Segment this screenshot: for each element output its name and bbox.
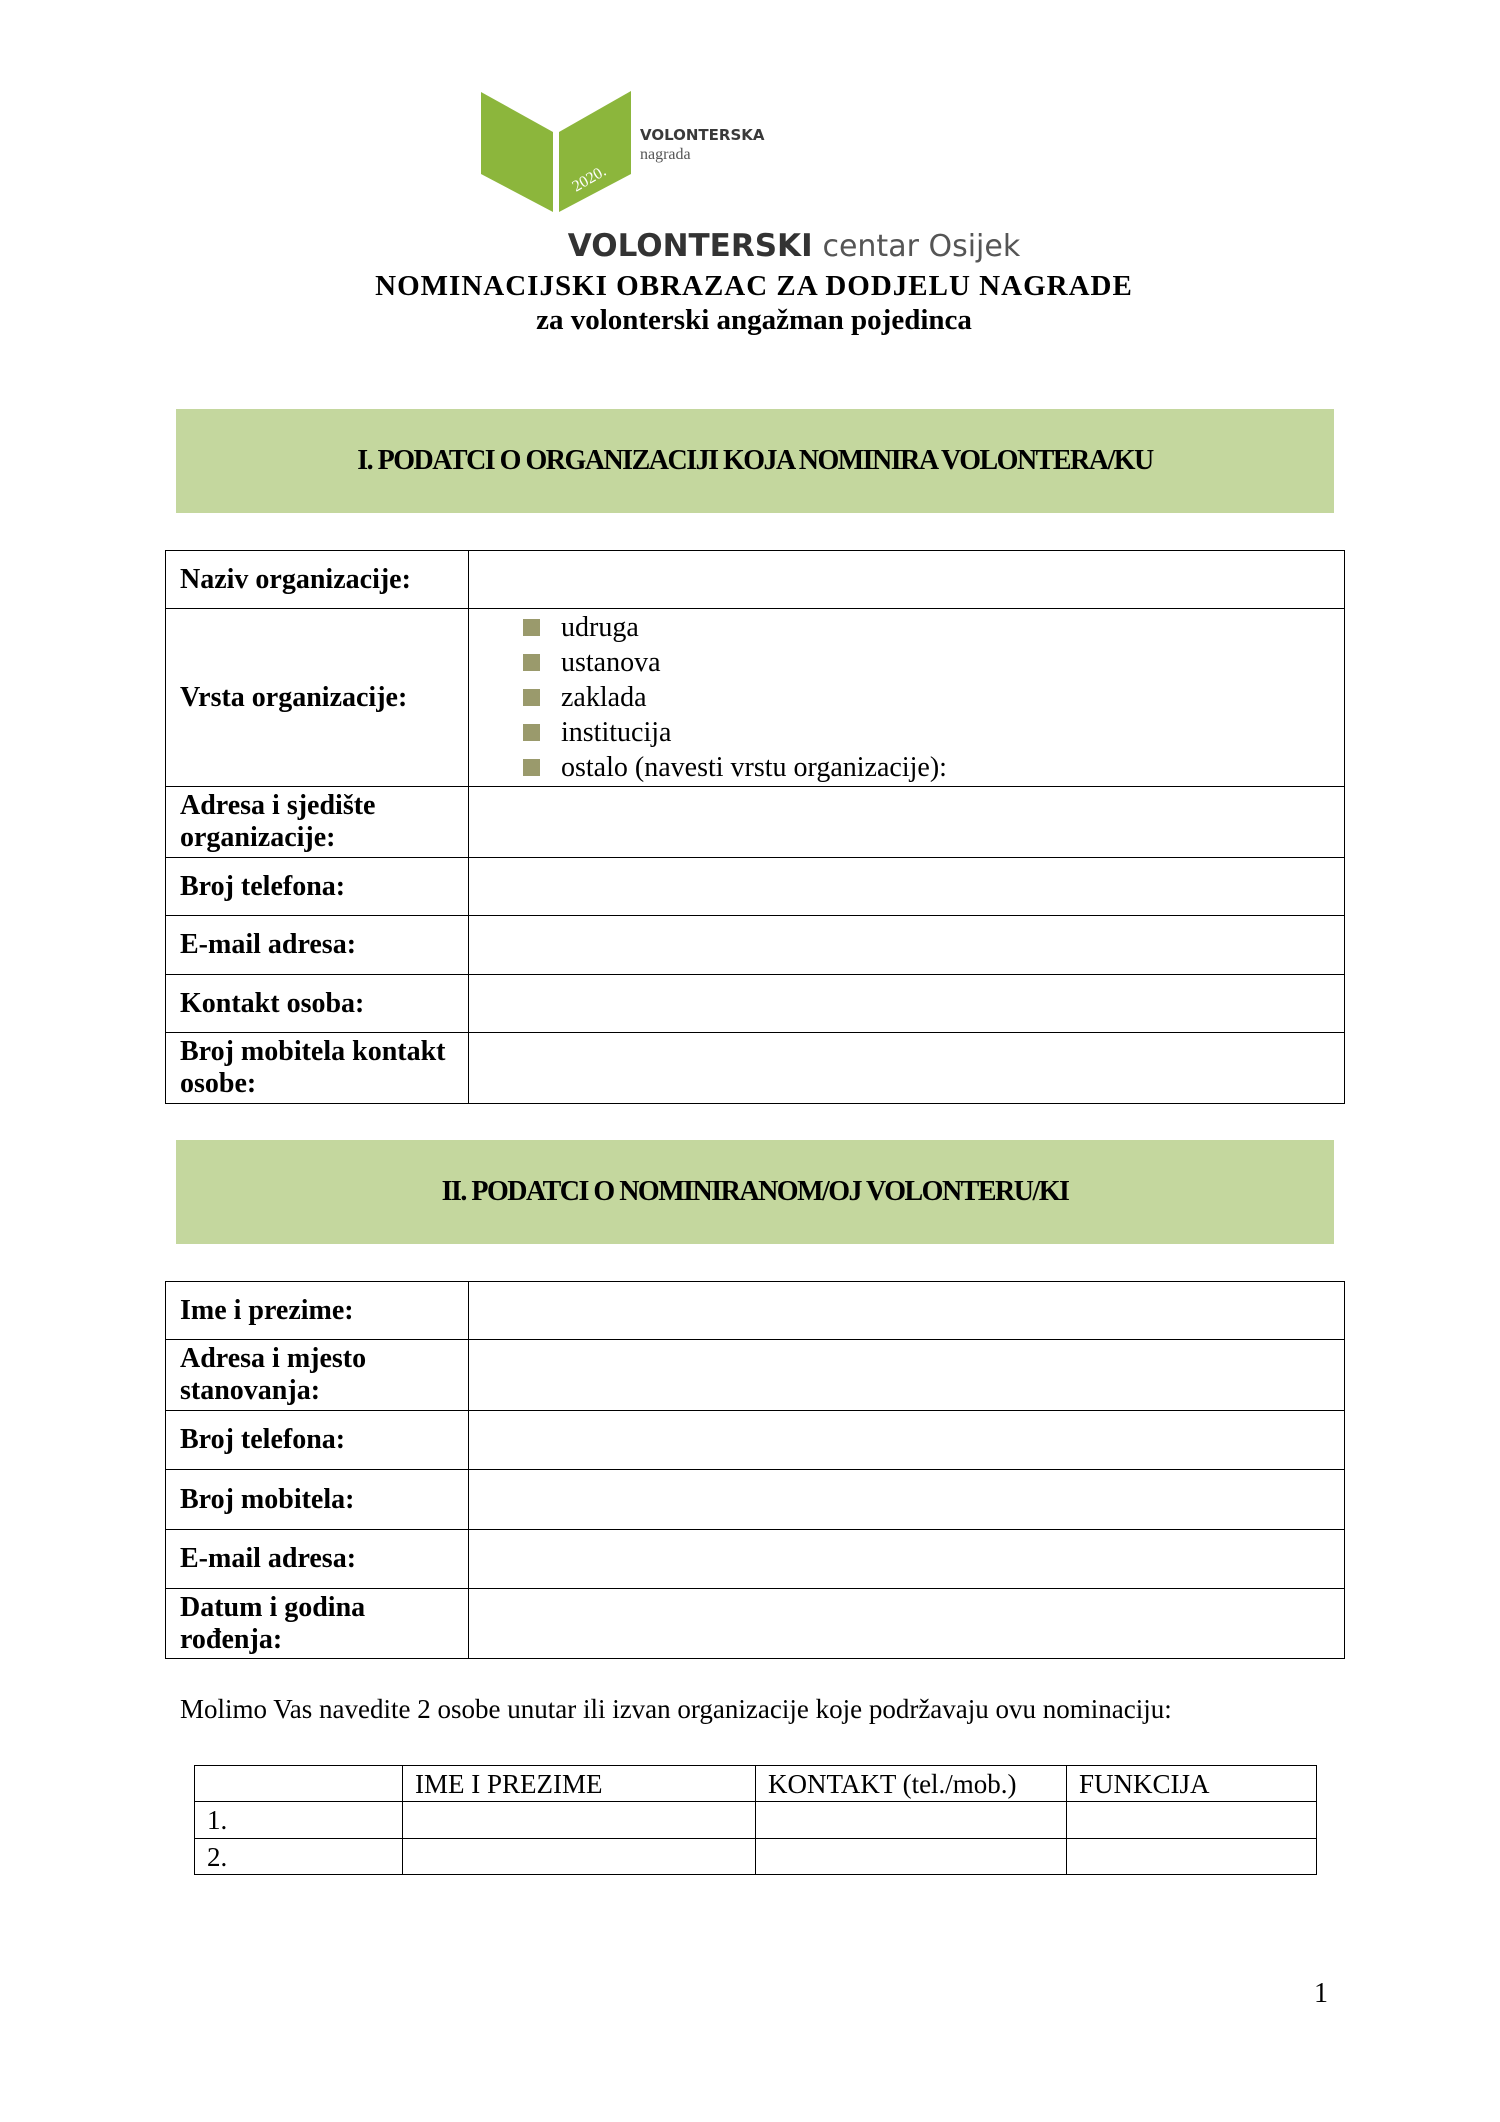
volunteer-table: [165, 1281, 1345, 1659]
organization-email-field[interactable]: [469, 916, 1345, 975]
option-institucija[interactable]: [523, 715, 1344, 750]
option-label: zaklada: [561, 681, 647, 713]
volunteer-birthdate-field[interactable]: [469, 1589, 1345, 1659]
supporters-table: [194, 1765, 1317, 1875]
supporter-function-cell[interactable]: [1067, 1839, 1317, 1875]
column-header: FUNKCIJA: [1067, 1766, 1317, 1802]
organization-brand: [0, 228, 1500, 264]
column-header: IME I PREZIME: [403, 1766, 756, 1802]
volunteer-phone-field[interactable]: [469, 1411, 1345, 1470]
logo-subtitle: nagrada: [640, 146, 691, 163]
section1-heading: I. PODATCI O ORGANIZACIJI KOJA NOMINIRA VOLONTERA/KU: [176, 409, 1334, 513]
supporter-contact-cell[interactable]: [756, 1802, 1067, 1839]
volunteer-mobile-field[interactable]: [469, 1470, 1345, 1530]
table-row: [166, 1282, 1345, 1340]
option-label: ostalo (navesti vrstu organizacije):: [561, 751, 947, 783]
organization-address-field[interactable]: [469, 787, 1345, 858]
field-label: Broj telefona:: [166, 1411, 469, 1470]
checkbox-square-icon[interactable]: [523, 759, 540, 776]
row-number: 1.: [195, 1802, 403, 1839]
field-label: Broj telefona:: [166, 858, 469, 916]
field-label: Ime i prezime:: [166, 1282, 469, 1340]
page-number: 1: [1314, 1978, 1328, 2009]
brand-bold: VOLONTERSKI: [567, 228, 813, 264]
table-row: [166, 551, 1345, 609]
volunteer-address-field[interactable]: [469, 1340, 1345, 1411]
field-label: Naziv organizacije:: [166, 551, 469, 609]
table-row: [166, 975, 1345, 1033]
option-label: udruga: [561, 611, 639, 643]
column-header: [195, 1766, 403, 1802]
option-ostalo[interactable]: [523, 750, 1344, 785]
contact-person-field[interactable]: [469, 975, 1345, 1033]
field-label: Broj mobitela kontakt osobe:: [166, 1033, 469, 1104]
table-row: [166, 609, 1345, 787]
table-row: [166, 1340, 1345, 1411]
supporters-instruction: Molimo Vas navedite 2 osobe unutar ili izvan organizacije koje podržavaju ovu nominaciju:: [180, 1694, 1172, 1724]
organization-type-list: [469, 610, 1344, 785]
option-zaklada[interactable]: [523, 680, 1344, 715]
logo-left-page: [481, 92, 553, 212]
document-title: NOMINACIJSKI OBRAZAC ZA DODJELU NAGRADE: [375, 270, 1133, 302]
supporter-contact-cell[interactable]: [756, 1839, 1067, 1875]
checkbox-square-icon[interactable]: [523, 689, 540, 706]
option-udruga[interactable]: [523, 610, 1344, 645]
field-label: E-mail adresa:: [166, 916, 469, 975]
contact-mobile-field[interactable]: [469, 1033, 1345, 1104]
table-row: [166, 1470, 1345, 1530]
organization-table: [165, 550, 1345, 1104]
table-row: [195, 1839, 1317, 1875]
table-row: [166, 916, 1345, 975]
table-header-row: [195, 1766, 1317, 1802]
volunteer-email-field[interactable]: [469, 1530, 1345, 1589]
table-row: [166, 858, 1345, 916]
field-label: Vrsta organizacije:: [166, 609, 469, 787]
volunteer-name-field[interactable]: [469, 1282, 1345, 1340]
checkbox-square-icon[interactable]: [523, 724, 540, 741]
option-label: ustanova: [561, 646, 661, 678]
table-row: [166, 787, 1345, 858]
table-row: [195, 1802, 1317, 1839]
supporter-name-cell[interactable]: [403, 1839, 756, 1875]
field-label: Broj mobitela:: [166, 1470, 469, 1530]
logo-title: VOLONTERSKA: [640, 126, 765, 144]
table-row: [166, 1589, 1345, 1659]
checkbox-square-icon[interactable]: [523, 654, 540, 671]
option-ustanova[interactable]: [523, 645, 1344, 680]
logo-year: 2020.: [569, 162, 610, 196]
field-label: Adresa i mjesto stanovanja:: [166, 1340, 469, 1411]
field-label: E-mail adresa:: [166, 1530, 469, 1589]
table-row: [166, 1033, 1345, 1104]
brand-light: centar Osijek: [822, 229, 1021, 264]
field-label: Datum i godina rođenja:: [166, 1589, 469, 1659]
row-number: 2.: [195, 1839, 403, 1875]
supporter-name-cell[interactable]: [403, 1802, 756, 1839]
section2-heading: II. PODATCI O NOMINIRANOM/OJ VOLONTERU/KI: [176, 1140, 1334, 1244]
document-subtitle: za volonterski angažman pojedinca: [536, 304, 972, 336]
field-label: Kontakt osoba:: [166, 975, 469, 1033]
organization-phone-field[interactable]: [469, 858, 1345, 916]
supporter-function-cell[interactable]: [1067, 1802, 1317, 1839]
organization-type-field: [469, 609, 1345, 787]
checkbox-square-icon[interactable]: [523, 619, 540, 636]
organization-name-field[interactable]: [469, 551, 1345, 609]
table-row: [166, 1530, 1345, 1589]
volonterska-nagrada-logo: [478, 88, 638, 214]
table-row: [166, 1411, 1345, 1470]
field-label: Adresa i sjedište organizacije:: [166, 787, 469, 858]
logo-right-page: [559, 91, 631, 212]
option-label: institucija: [561, 716, 672, 748]
column-header: KONTAKT (tel./mob.): [756, 1766, 1067, 1802]
